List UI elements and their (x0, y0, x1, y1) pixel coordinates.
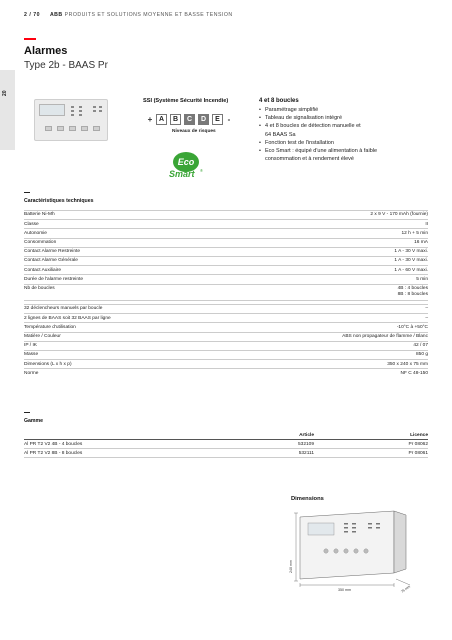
page-header (24, 12, 233, 18)
device-led (99, 110, 102, 112)
spec-value: ABS non propagateur de flamme / Blanc (342, 333, 428, 339)
spec-value (398, 286, 428, 300)
side-tab-label: 20 (2, 90, 8, 96)
drawing-button (354, 549, 358, 553)
gamme-licence: Pr 08061 (408, 450, 428, 456)
features-title: 4 et 8 boucles (259, 98, 299, 104)
gamme-title: Gamme (24, 418, 44, 424)
spec-value-line: 4B : 4 boucles (397, 285, 428, 291)
drawing-led (352, 523, 356, 525)
drawing-led (376, 527, 380, 529)
spec-value: 12 h + 5 min (401, 230, 428, 236)
drawing-button (344, 549, 348, 553)
plus-sign: + (147, 115, 153, 124)
spec-label: Consommation (24, 239, 57, 245)
spec-label: 2 lignes de BAAS soit 32 BAAS par ligne (24, 315, 111, 321)
spec-value: II (425, 221, 428, 227)
minus-sign: - (227, 115, 231, 124)
spec-row (24, 247, 428, 256)
feature-item: • Paramétrage simplifié (259, 106, 419, 114)
spec-value: 2 x 9 V - 170 mAh (fournie) (370, 212, 428, 218)
gamme-header-licence: Licence (410, 433, 428, 438)
risk-level-c: C (184, 114, 195, 125)
feature-item: • Fonction test de l'installation (259, 139, 419, 147)
section-dash (24, 192, 30, 193)
spec-label: 32 déclencheurs manuels par boucle (24, 306, 103, 312)
drawing-led (376, 523, 380, 525)
features-list (259, 106, 419, 163)
title-accent-bar (24, 38, 36, 40)
brand-name: ABB (49, 12, 63, 18)
gamme-header-name (24, 433, 224, 439)
spec-row (24, 256, 428, 265)
drawing-led (368, 523, 372, 525)
spec-label: Contact Auxiliaire (24, 267, 62, 273)
device-front-face (300, 511, 394, 579)
spec-row (24, 359, 428, 368)
gamme-licence: Pr 08062 (408, 441, 428, 447)
device-side-face (394, 511, 406, 573)
feature-item: • Tableau de signalisation intégré (259, 114, 419, 122)
device-button (57, 126, 64, 131)
gamme-row (24, 449, 428, 458)
spec-label: Température d'utilisation (24, 324, 76, 330)
ssi-title: SSI (Système Sécurité Incendie) (143, 98, 229, 104)
section-dash (24, 412, 30, 413)
device-button (69, 126, 76, 131)
height-dimension-label: 240 mm (289, 560, 293, 573)
device-led (71, 114, 74, 116)
spec-label: Dimensions (L x h x p) (24, 361, 72, 367)
spec-value: NF C 48-150 (400, 370, 428, 376)
risk-levels-caption: Niveaux de risques (172, 129, 216, 134)
spec-value: – (425, 306, 428, 312)
device-led (93, 106, 96, 108)
risk-level-d: D (198, 114, 209, 125)
spec-value: 850 g (415, 352, 428, 358)
drawing-button (364, 549, 368, 553)
device-button (81, 126, 88, 131)
specs-title: Caractéristiques techniques (24, 198, 94, 204)
drawing-led (368, 527, 372, 529)
drawing-button (334, 549, 338, 553)
drawing-led (352, 527, 356, 529)
spec-label: Contact Alarme Générale (24, 258, 78, 264)
spec-row (24, 322, 428, 331)
spec-label: Autonomie (24, 230, 47, 236)
alarm-device-image (34, 99, 108, 141)
page-number: 2 / 70 (24, 12, 40, 18)
spec-value: -10°C à +50°C (396, 324, 428, 330)
specs-table (24, 210, 428, 378)
risk-level-scale (147, 114, 232, 125)
spec-row (24, 210, 428, 219)
spec-value-line: 8B : 8 boucles (397, 292, 428, 298)
device-button (45, 126, 52, 131)
spec-row-loops (24, 284, 428, 301)
spec-row (24, 341, 428, 350)
spec-row (24, 265, 428, 274)
feature-item: • 4 et 8 boucles de détection manuelle et (259, 122, 419, 130)
device-led (79, 114, 82, 116)
eco-logo-line1: Eco (177, 157, 195, 167)
spec-value: 1 A - 30 V maxi. (394, 258, 428, 264)
spec-row (24, 313, 428, 322)
drawing-screen (308, 523, 334, 535)
width-dimension-label: 350 mm (338, 588, 351, 592)
device-led (93, 110, 96, 112)
eco-logo-line2: Smart (169, 169, 195, 179)
spec-row (24, 350, 428, 359)
spec-label: Norme (24, 370, 39, 376)
drawing-button (324, 549, 328, 553)
spec-label: Contact Alarme Restreinte (24, 249, 80, 255)
feature-item: • Eco Smart : équipé d'une alimentation à faible (259, 147, 419, 155)
spec-row (24, 368, 428, 377)
gamme-header-article: Article (299, 433, 314, 438)
spec-label: Batterie Ni-Mh (24, 212, 55, 218)
spec-label: Masse (24, 352, 39, 358)
side-page-tab (0, 70, 15, 150)
risk-level-b: B (170, 114, 181, 125)
drawing-led (344, 527, 348, 529)
gamme-name: Al PR T2 V2 4B - 4 boucles (24, 441, 83, 447)
feature-item-continued: 64 BAAS Sa (265, 131, 296, 138)
spec-row (24, 219, 428, 228)
spec-row (24, 228, 428, 237)
feature-item-continued: consommation et à rendement élevé (265, 156, 354, 163)
device-led (71, 110, 74, 112)
gamme-article: 532111 (298, 450, 314, 456)
risk-level-a: A (156, 114, 167, 125)
spec-row (24, 304, 428, 313)
spec-value: 42 / 07 (413, 343, 428, 349)
eco-smart-logo (166, 151, 206, 179)
spec-value: 1 A - 30 V maxi. (394, 249, 428, 255)
device-led (99, 106, 102, 108)
dimensions-drawing (286, 507, 418, 597)
device-led (71, 106, 74, 108)
spec-label: Nb de boucles (24, 285, 55, 291)
drawing-led (344, 523, 348, 525)
spec-label: Durée de l'alarme restreinte (24, 276, 84, 282)
eco-logo-mark: ® (200, 168, 203, 173)
gamme-header-row (24, 432, 428, 440)
drawing-led (352, 531, 356, 533)
spec-row (24, 332, 428, 341)
device-led (79, 106, 82, 108)
gamme-name: Al PR T2 V2 8B - 8 boucles (24, 450, 83, 456)
page-subtitle: Type 2b - BAAS Pr (24, 60, 108, 71)
spec-row (24, 274, 428, 283)
spec-row (24, 238, 428, 247)
header-section: PRODUITS ET SOLUTIONS MOYENNE ET BASSE TENSION (64, 12, 233, 18)
gamme-row (24, 440, 428, 449)
spec-label: Matière / Couleur (24, 333, 61, 339)
risk-level-e: E (212, 114, 223, 125)
spec-label: IP / IK (24, 343, 37, 349)
spec-value: 350 x 240 x 75 mm (387, 361, 428, 367)
spec-value: – (425, 315, 428, 321)
page-title: Alarmes (24, 45, 68, 57)
device-screen (39, 104, 65, 116)
spec-value: 1 A - 60 V maxi. (394, 267, 428, 273)
spec-value: 5 min (416, 276, 428, 282)
gamme-table (24, 432, 428, 458)
spec-value: 16 mA (414, 239, 428, 245)
spec-label: Classe (24, 221, 39, 227)
depth-dimension-label: 75 mm (400, 584, 412, 594)
drawing-led (344, 531, 348, 533)
device-button (93, 126, 100, 131)
gamme-article: 532109 (297, 441, 314, 447)
dimensions-title: Dimensions (291, 496, 324, 502)
device-led (79, 110, 82, 112)
